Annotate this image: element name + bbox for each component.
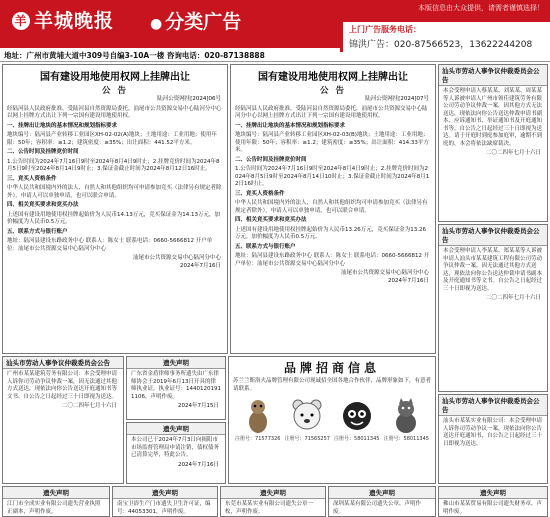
brand-notice	[228, 356, 436, 484]
notice-date: 二〇二四年七月十六日	[485, 150, 541, 156]
notice-signature: 汕尾市公共资源交易中心陆河分中心	[132, 255, 221, 261]
land-notice-left	[2, 64, 228, 354]
notice-body-5: 地址：陆河县建设东路政务中心 联系人：陈女士 联系电话：0660-5666812 开户单位：汕尾市公共资源交易中心陆河分中心	[7, 238, 213, 252]
notice-body-3: 中华人民共和国境内外的法人、自然人和其他组织均可申请参加竞买（法律另有规定者除外），申请人可以单独申请，也可以联合申请。	[235, 200, 428, 214]
notice-body: 江门市全成实业有限公司遗失营业执照正副本，声明作废。	[7, 501, 101, 515]
notice-head: 遗失声明	[127, 357, 225, 369]
notice-subtitle: 公 告	[102, 86, 128, 96]
notice-section-2: 二、公告时间及挂牌竞价时间	[7, 149, 79, 155]
logo-emblem-icon: 羊	[12, 12, 30, 30]
notice-body: 本会受理申请人李某某、郑某某等人诉被申请人汕头市某某建筑工程有限公司劳动争议仲裁一案，因无法通过其他方式送达，现依法向你公告送达仲裁申请书副本及开庭通知书等文书。自公告之日起经过三十日即视为送达。	[443, 248, 543, 292]
notice-section-4: 四、相关竞买要求和竞买办法	[7, 202, 79, 208]
notice-date: 2024年7月16日	[180, 262, 221, 269]
notice-date: 2024年7月15日	[178, 403, 219, 409]
notice-number: 陆河公资网挂[2024]06号	[157, 96, 221, 102]
notice-body: 佛山市某某贸易有限公司遗失财务章，声明作废。	[443, 501, 543, 515]
mascot-4	[382, 398, 432, 442]
notice-intro: 经陆河县人民政府批准，受陆河县自然资源局委托，汕尾市公共资源交易中心陆河分中心以网上挂牌方式出让下列一宗国有建设用地使用权。	[235, 105, 428, 119]
notice-body-4: 上述国有建设用地使用权挂牌起始价为人民币13.26万元，竞买保证金为13.26万元，加价幅度为人民币0.5万元。	[235, 226, 426, 240]
mascot-code: 注册号：71565257	[284, 436, 330, 442]
notice-head: 遗失声明	[329, 487, 435, 499]
notice-body-1: 地块编号：陆河县产业转移工业园区XH-02-02(A)地块；土地用途：工业用地；使用年限：50年；容积率：≥1.2；建筑密度：≥35%；出让面积：441.52平方米。	[7, 132, 217, 146]
masthead	[0, 0, 550, 48]
notice-body-4: 上述国有建设用地使用权挂牌起始价为人民币14.13万元，竞买保证金为14.13万元，加价幅度为人民币0.5万元。	[7, 211, 220, 225]
notice-section-1: 一、挂牌出让地块的基本情况和规划指标要求	[235, 122, 346, 129]
notice-head: 遗失声明	[127, 423, 225, 435]
notice-date: 二〇二四年七月十六日	[61, 403, 117, 409]
cat-icon	[391, 398, 421, 434]
arbitration-notice-side-3	[438, 394, 548, 484]
section-title	[150, 7, 241, 34]
section-title-text: 分类广告	[165, 11, 242, 33]
notice-head: 遗失声明	[113, 487, 217, 499]
arbitration-notice-side-2	[438, 224, 548, 392]
mascot-code: 注册号：58011345	[334, 436, 380, 442]
notice-title: 国有建设用地使用权网上挂牌出让	[258, 72, 408, 83]
notice-body-2: 1.公告时间为2024年7月16日9时至2024年8月4日9时止；2.挂牌竞价时间为2024年8月5日9时至2024年8月14日9时止；3.保证金截止时间为2024年8月12日16时止。	[7, 158, 220, 172]
notice-body: 广东省金盾律师事务所遗失由广东律师协会于2019年6月13日开具的律师执业证，执业证号：14401201911106，声明作废。	[131, 371, 221, 400]
notice-head: 遗失声明	[3, 487, 109, 499]
notice-subtitle: 公 告	[320, 86, 346, 96]
notice-head: 遗失声明	[439, 487, 547, 499]
brand-body: 苏兰兰斯洛夫品牌管理有限公司现诚招全国各地合作伙伴，品牌形象如下，有意者请联系。	[233, 378, 432, 392]
notice-date: 二〇二四年七月十六日	[485, 295, 541, 301]
address-bar: 地址：广州市黄埔大道中309号自编3-10A一楼 咨询电话：020-87138888	[0, 50, 550, 62]
notice-body-3: 中华人民共和国境内外的法人、自然人和其他组织均可申请参加竞买（法律另有规定者除外），申请人可以单独申请，也可以联合申请。	[7, 185, 222, 199]
hotline-box	[340, 22, 550, 52]
mascot-2	[283, 398, 333, 442]
mascot-row	[229, 398, 435, 442]
notice-head: 汕头市劳动人事争议仲裁委员会公告	[439, 65, 547, 86]
mascot-code: 注册号：58011345	[383, 436, 429, 442]
notice-body: 深圳某某有限公司遗失公章，声明作废。	[333, 501, 422, 515]
notice-body: 本会受理申请人蔡某某、刘某某、周某某等人诉被申请人广州市领佳建筑劳务有限公司劳动争议仲裁一案，因其他方式无法送达，现依法向你公告送达仲裁申请书副本、应诉通知书、举证通知书及开庭通知书等。自公告之日起经过三十日即视为送达。请于开庭时到庭参加庭审，逾期不到庭的，本会将依法缺席裁决。	[443, 88, 543, 147]
notice-title: 国有建设用地使用权网上挂牌出让	[40, 72, 190, 83]
notice-signature: 汕尾市公共资源交易中心陆河分中心	[340, 270, 429, 276]
notice-section-2: 二、公告时间及挂牌竞价时间	[235, 156, 307, 163]
notice-body: 东莞市某某实业有限公司遗失公章一枚，声明作废。	[225, 501, 314, 515]
notice-head: 汕头市劳动人事争议仲裁委员会公告	[439, 225, 547, 246]
disclaimer-notice: 本版信息由大众提供，请需者谨慎选择！	[418, 4, 544, 12]
brand-title: 品牌招商信息	[283, 361, 380, 375]
footer-notice-2	[112, 486, 218, 517]
arbitration-notice-side-1	[438, 64, 548, 222]
notice-intro: 经陆河县人民政府批准，受陆河县自然资源局委托，汕尾市公共资源交易中心陆河分中心以网上挂牌方式出让下列一宗国有建设用地使用权。	[7, 105, 222, 119]
mascot-3	[332, 398, 382, 442]
meerkat-icon	[243, 398, 273, 434]
notice-body: 南宝卫浴生产门市遗失卫生许可证，编号：44053301，声明作废。	[117, 501, 211, 515]
land-notice-right	[230, 64, 436, 354]
footer-notice-3	[220, 486, 326, 517]
notice-head: 遗失声明	[221, 487, 325, 499]
notice-body: 本公司已于2024年7月3日向揭阳市市场监督管理局申请注销，债权债务已清算完毕，特此公告。	[131, 437, 220, 458]
hotline-number	[349, 37, 544, 50]
lost-notice-2	[126, 422, 226, 484]
hotline-numbers: 020-87566523，13622244208	[394, 40, 533, 50]
bear-icon	[290, 398, 324, 434]
notice-body: 汕头市某某实业有限公司：本会受理申请人诉你司劳动争议一案，现依法向你公告送达开庭通知书，自公告之日起经过三十日即视为送达。	[443, 418, 543, 447]
notice-date: 2024年7月16日	[388, 277, 429, 284]
logo-text: 羊城晚报	[34, 10, 115, 32]
notice-section-5: 五、联系方式与银行账户	[235, 243, 296, 250]
hotline-title: 上门广告服务电话：	[349, 25, 421, 34]
notice-section-5: 五、联系方式与银行账户	[7, 228, 68, 235]
notice-section-1: 一、挂牌出让地块的基本情况和规划指标要求	[7, 122, 118, 129]
notice-head: 汕头市劳动人事争议仲裁委员会公告	[3, 357, 123, 369]
notice-body: 广州市某某建筑劳务有限公司：本会受理申请人诉你司劳动争议仲裁一案，因无法通过其他方式送达，现依法向你公告送达开庭通知书等文书。自公告之日起经过三十日即视为送达。	[7, 371, 118, 400]
mascot-code: 注册号：71577326	[235, 436, 281, 442]
notice-section-4: 四、相关竞买要求和竞买办法	[235, 217, 307, 223]
newspaper-logo	[12, 6, 114, 33]
footer-notice-1	[2, 486, 110, 517]
lost-notice-1	[126, 356, 226, 420]
footer-notice-5	[438, 486, 548, 517]
notice-head: 汕头市劳动人事争议仲裁委员会公告	[439, 395, 547, 416]
notice-date: 2024年7月16日	[178, 461, 219, 468]
notice-body-5: 地址：陆河县建设东路政务中心 联系人：陈女士 联系电话：0660-5666812 开户单位：汕尾市公共资源交易中心陆河分中心	[235, 253, 430, 267]
mascot-1	[233, 398, 283, 442]
notice-body-1: 地块编号：陆河县产业转移工业园区XH-02-03(B)地块；土地用途：工业用地；使用年限：50年；容积率：≥1.2；建筑密度：≥35%；出让面积：414.33平方米。	[235, 132, 429, 153]
hotline-label: 锦洪广告：	[349, 40, 395, 50]
bullet-dot-icon: ●	[150, 16, 163, 32]
dog-face-icon	[340, 398, 374, 434]
arbitration-notice-mid	[2, 356, 124, 484]
footer-notice-4	[328, 486, 436, 517]
notice-section-3: 三、竞买人资格条件	[7, 175, 57, 182]
notice-number: 陆河公资网挂[2024]07号	[365, 96, 429, 102]
notice-body-2: 1.公告时间为2024年7月16日9时至2024年8月4日9时止；2.挂牌竞价时间为2024年8月5日9时至2024年8月14日10时止；3.保证金截止时间为2024年8月12日16时止。	[235, 166, 430, 187]
notice-section-3: 三、竞买人资格条件	[235, 190, 285, 197]
